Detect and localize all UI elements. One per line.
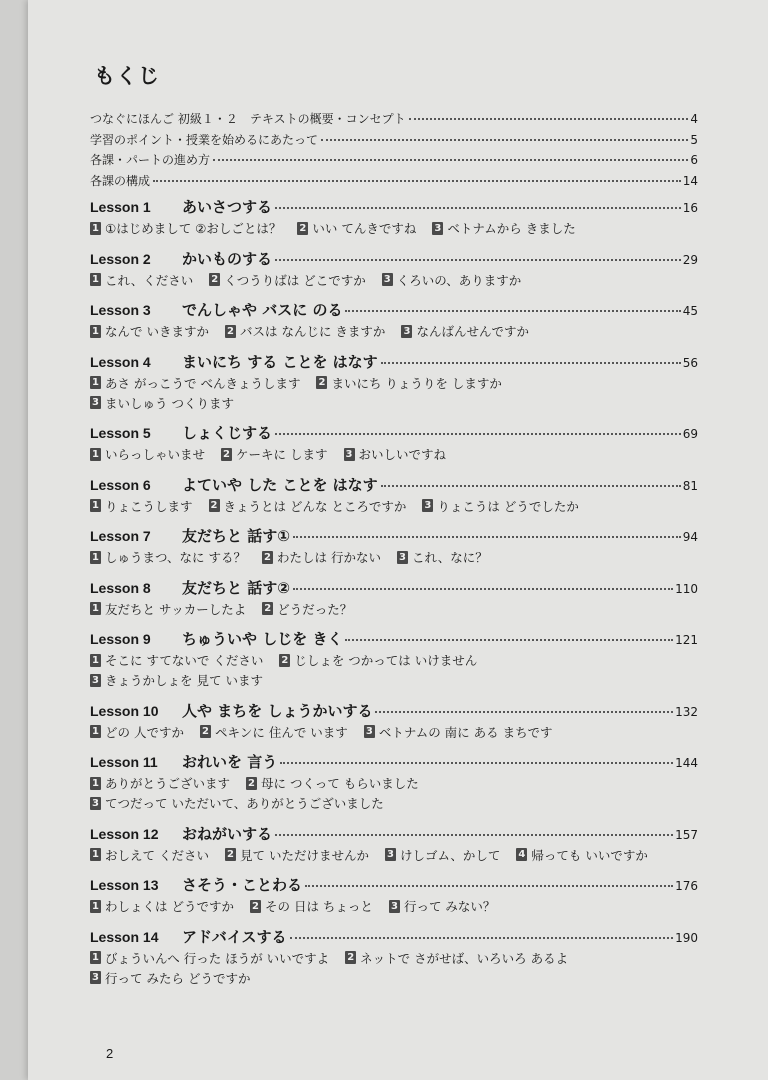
lesson-parts <box>90 547 698 567</box>
lesson-part <box>389 897 495 915</box>
part-number-badge: 2 <box>345 951 356 964</box>
lesson-entry <box>90 474 698 516</box>
lesson-part <box>209 497 407 515</box>
leader-dots <box>275 207 681 209</box>
part-number-badge: 2 <box>225 325 236 338</box>
lesson-part <box>90 394 234 412</box>
part-number-badge: 1 <box>90 725 101 738</box>
part-number-badge: 2 <box>250 900 261 913</box>
part-title: くつうりばは どこですか <box>224 272 366 288</box>
part-number-badge: 1 <box>90 848 101 861</box>
lesson-entry <box>90 874 698 916</box>
part-number-badge: 1 <box>90 777 101 790</box>
part-title: ネットで さがせば、いろいろ あるよ <box>360 950 569 966</box>
part-number-badge: 1 <box>90 654 101 667</box>
part-title: くろいの、ありますか <box>396 272 522 288</box>
leader-dots <box>213 159 688 161</box>
lesson-part <box>364 723 553 741</box>
lesson-heading <box>90 823 698 845</box>
lesson-parts-line <box>90 773 698 793</box>
leader-dots <box>409 118 689 120</box>
lesson-page: 94 <box>682 530 698 544</box>
lesson-number: Lesson 14 <box>90 928 159 945</box>
lesson-heading <box>90 351 698 373</box>
part-title: けしゴム、かして <box>399 847 501 863</box>
part-title: ベトナムの 南に ある まちです <box>378 724 553 740</box>
lesson-part <box>262 600 352 618</box>
lesson-heading <box>90 628 698 650</box>
lesson-part <box>90 374 300 392</box>
toc-entry <box>90 131 698 152</box>
lesson-number: Lesson 13 <box>90 877 159 893</box>
lesson-part <box>90 949 329 967</box>
lesson-part <box>90 671 263 689</box>
lesson-parts <box>90 650 698 690</box>
toc-entry-page: 5 <box>690 132 698 147</box>
part-title: そこに すてないで ください <box>105 653 264 668</box>
lesson-number: Lesson 7 <box>90 528 151 544</box>
lesson-parts <box>90 321 698 341</box>
lesson-heading <box>90 248 698 270</box>
lesson-part <box>345 949 568 967</box>
part-number-badge: 3 <box>382 273 393 286</box>
part-number-badge: 1 <box>90 448 101 461</box>
lesson-part <box>90 445 205 463</box>
lesson-title: よていや した ことを はなす <box>182 475 378 494</box>
part-number-badge: 3 <box>90 971 101 984</box>
part-number-badge: 1 <box>90 376 101 389</box>
lesson-title: まいにち する ことを はなす <box>182 352 378 371</box>
leader-dots <box>275 834 673 836</box>
lesson-page: 16 <box>682 201 698 215</box>
part-title: ①はじめまして ②おしごとは？ <box>105 221 282 236</box>
leader-dots <box>375 711 673 713</box>
leader-dots <box>381 485 681 487</box>
lesson-page: 190 <box>675 930 698 945</box>
lesson-title: 友だちと 話す① <box>182 527 290 545</box>
part-number-badge: 4 <box>516 848 527 861</box>
lesson-part <box>401 322 529 340</box>
lesson-page: 69 <box>682 427 698 441</box>
lesson-part <box>516 846 647 864</box>
lesson-heading <box>90 525 698 547</box>
lesson-parts-line <box>90 393 698 413</box>
lesson-number: Lesson 11 <box>90 754 158 770</box>
lesson-part <box>422 497 578 515</box>
part-title: どの 人ですか <box>105 724 184 740</box>
lesson-parts <box>90 722 698 742</box>
lesson-heading <box>90 926 698 948</box>
part-title: わしょくは どうですか <box>105 899 234 914</box>
part-title: これ、ください <box>105 272 194 288</box>
part-number-badge: 3 <box>389 900 400 913</box>
lesson-parts-line <box>90 948 698 968</box>
lesson-part <box>344 445 447 463</box>
part-title: ケーキに します <box>236 447 328 462</box>
lesson-entry <box>90 926 698 988</box>
toc-entry-label: 学習のポイント・授業を始めるにあたって <box>90 132 319 147</box>
lesson-entry <box>90 700 698 742</box>
lesson-heading <box>90 299 698 321</box>
lesson-parts <box>90 773 698 813</box>
lesson-part <box>397 548 488 566</box>
part-title: 母に つくって もらいました <box>261 776 419 791</box>
lesson-title: おねがいする <box>182 824 273 843</box>
lesson-entry <box>90 351 698 413</box>
part-title: どうだった？ <box>277 601 353 617</box>
part-number-badge: 1 <box>90 900 101 913</box>
part-title: きょうとは どんな ところですか <box>223 498 407 514</box>
lesson-heading <box>90 422 698 444</box>
part-title: おしえて ください <box>105 847 209 863</box>
lesson-number: Lesson 10 <box>90 702 159 719</box>
part-number-badge: 2 <box>225 848 236 861</box>
toc-entry-page: 4 <box>690 112 698 126</box>
part-title: おいしいですね <box>358 447 447 462</box>
part-number-badge: 3 <box>364 725 375 738</box>
part-title: りょこうは どうでしたか <box>437 498 579 514</box>
lesson-parts-line <box>90 270 698 290</box>
leader-dots <box>345 639 673 641</box>
lesson-title: あいさつする <box>182 198 273 216</box>
lesson-title: アドバイスする <box>182 927 287 946</box>
lesson-entry <box>90 196 698 238</box>
leader-dots <box>290 937 674 939</box>
lesson-part <box>262 548 381 566</box>
lesson-part <box>90 600 246 618</box>
lesson-heading <box>90 874 698 896</box>
lesson-part <box>90 794 384 812</box>
lesson-part <box>90 548 246 566</box>
page-number: 2 <box>106 1046 114 1061</box>
lesson-parts-line <box>90 218 698 238</box>
lesson-number: Lesson 5 <box>90 425 151 441</box>
part-title: ベトナムから きました <box>447 221 576 236</box>
part-number-badge: 1 <box>90 273 101 286</box>
lesson-parts-line <box>90 496 698 516</box>
lesson-part <box>225 846 369 864</box>
part-number-badge: 2 <box>246 777 257 790</box>
lesson-title: しょくじする <box>182 424 273 442</box>
part-number-badge: 1 <box>90 951 101 964</box>
lesson-part <box>316 374 501 392</box>
lesson-parts-line <box>90 845 698 865</box>
lesson-part <box>90 271 193 289</box>
lesson-page: 110 <box>675 581 698 596</box>
lesson-part <box>90 497 193 515</box>
lesson-part <box>246 774 419 792</box>
part-number-badge: 2 <box>262 551 273 564</box>
part-number-badge: 2 <box>200 725 211 738</box>
lesson-parts-line <box>90 599 698 619</box>
leader-dots <box>345 310 680 312</box>
lesson-page: 121 <box>675 633 698 647</box>
part-title: あさ がっこうで べんきょうします <box>105 375 301 391</box>
part-title: まいしゅう つくります <box>105 395 234 411</box>
lesson-part <box>297 219 416 237</box>
lesson-entry <box>90 823 698 865</box>
intro-list <box>90 110 698 192</box>
leader-dots <box>275 259 681 261</box>
lesson-part <box>250 897 373 915</box>
toc-entry <box>90 172 698 193</box>
part-number-badge: 2 <box>209 273 220 286</box>
lesson-part <box>385 846 500 864</box>
lesson-part <box>382 271 522 289</box>
lesson-part <box>209 271 365 289</box>
lesson-parts-line <box>90 444 698 464</box>
part-number-badge: 3 <box>90 396 101 409</box>
lesson-number: Lesson 6 <box>90 476 151 493</box>
lesson-parts <box>90 270 698 290</box>
part-number-badge: 3 <box>344 448 355 461</box>
part-number-badge: 1 <box>90 602 101 615</box>
part-title: バスは なんじに きますか <box>239 324 386 339</box>
lesson-heading <box>90 751 698 773</box>
part-number-badge: 2 <box>209 499 220 512</box>
part-number-badge: 1 <box>90 551 101 564</box>
lesson-part <box>90 969 250 987</box>
toc-entry-page: 14 <box>682 173 698 188</box>
lesson-part <box>279 651 477 669</box>
leader-dots <box>275 433 681 435</box>
lesson-page: 81 <box>682 478 698 493</box>
part-title: 行って みたら どうですか <box>105 970 251 986</box>
lesson-title: さそう・ことわる <box>182 876 303 894</box>
part-title: これ、なに？ <box>411 550 488 565</box>
part-number-badge: 2 <box>279 654 290 667</box>
lesson-heading <box>90 700 698 722</box>
lesson-entry <box>90 299 698 341</box>
lesson-parts-line <box>90 650 698 670</box>
part-title: きょうかしょを 見て います <box>105 673 263 688</box>
part-number-badge: 1 <box>90 222 101 235</box>
lesson-page: 56 <box>682 355 698 370</box>
lesson-part <box>90 774 230 792</box>
part-title: ペキンに 住んで います <box>214 724 348 740</box>
lesson-page: 157 <box>675 827 698 842</box>
lesson-parts <box>90 599 698 619</box>
part-number-badge: 3 <box>90 797 101 810</box>
lesson-parts <box>90 496 698 516</box>
lesson-entry <box>90 577 698 619</box>
part-title: なんで いきますか <box>105 324 209 339</box>
part-number-badge: 3 <box>397 551 408 564</box>
leader-dots <box>321 139 688 141</box>
toc-entry-label: 各課・パートの進め方 <box>90 153 211 167</box>
lesson-entry <box>90 422 698 464</box>
lesson-title: ちゅういや しじを きく <box>182 630 343 648</box>
lesson-parts <box>90 845 698 865</box>
lesson-parts <box>90 948 698 988</box>
lesson-page: 176 <box>675 879 698 893</box>
lesson-title: かいものする <box>182 249 273 268</box>
lesson-parts <box>90 218 698 238</box>
part-number-badge: 2 <box>316 376 327 389</box>
lesson-parts-line <box>90 968 698 988</box>
lesson-heading <box>90 474 698 496</box>
lesson-part <box>221 445 327 463</box>
part-title: わたしは 行かない <box>276 550 381 565</box>
part-title: しゅうまつ、なに する？ <box>105 550 246 565</box>
part-number-badge: 2 <box>262 602 273 615</box>
lesson-part <box>200 723 348 741</box>
part-title: てつだって いただいて、ありがとうございました <box>105 796 384 811</box>
lesson-number: Lesson 8 <box>90 579 151 596</box>
lesson-parts-line <box>90 896 698 916</box>
lesson-part <box>90 846 209 864</box>
part-title: 友だちと サッカーしたよ <box>105 601 247 617</box>
lesson-number: Lesson 3 <box>90 302 151 318</box>
toc-entry-label: つなぐにほんご 初級１・２ テキストの概要・コンセプト <box>90 112 406 126</box>
lesson-number: Lesson 9 <box>90 631 151 647</box>
lesson-parts <box>90 896 698 916</box>
lesson-entry <box>90 525 698 567</box>
part-number-badge: 3 <box>401 325 412 338</box>
lesson-parts-line <box>90 722 698 742</box>
lesson-page: 132 <box>675 704 698 719</box>
part-title: 帰っても いいですか <box>531 847 648 863</box>
lesson-number: Lesson 1 <box>90 199 151 215</box>
lesson-part <box>90 897 234 915</box>
part-title: 行って みない？ <box>403 899 496 914</box>
part-title: まいにち りょうりを しますか <box>331 375 502 391</box>
part-number-badge: 2 <box>297 222 308 235</box>
lesson-entry <box>90 751 698 813</box>
lesson-page: 144 <box>675 756 698 770</box>
part-title: その 日は ちょっと <box>264 899 373 914</box>
leader-dots <box>381 362 681 364</box>
lesson-parts-line <box>90 793 698 813</box>
lesson-parts-line <box>90 373 698 393</box>
lesson-part <box>225 322 385 340</box>
page-title: もくじ <box>94 64 160 88</box>
lesson-part <box>90 219 281 237</box>
part-title: ありがとうございます <box>105 776 231 791</box>
lesson-number: Lesson 2 <box>90 250 151 267</box>
lesson-parts <box>90 373 698 413</box>
lesson-parts-line <box>90 547 698 567</box>
lesson-parts-line <box>90 670 698 690</box>
part-number-badge: 2 <box>221 448 232 461</box>
part-number-badge: 1 <box>90 499 101 512</box>
part-title: 見て いただけませんか <box>239 847 369 863</box>
lesson-parts <box>90 444 698 464</box>
leader-dots <box>293 536 681 538</box>
lesson-title: おれいを 言う <box>182 753 278 771</box>
leader-dots <box>153 180 681 182</box>
toc-entry-label: 各課の構成 <box>90 173 151 188</box>
lesson-entry <box>90 628 698 690</box>
lesson-page: 45 <box>682 304 698 318</box>
part-title: なんばんせんですか <box>416 324 529 339</box>
leader-dots <box>280 762 673 764</box>
part-number-badge: 3 <box>90 674 101 687</box>
lesson-parts-line <box>90 321 698 341</box>
lesson-number: Lesson 4 <box>90 353 151 370</box>
lesson-part <box>90 651 263 669</box>
part-title: りょこうします <box>105 498 193 514</box>
part-number-badge: 3 <box>432 222 443 235</box>
lesson-part <box>90 322 209 340</box>
part-title: じしょを つかっては いけません <box>294 653 478 668</box>
toc-entry-page: 6 <box>690 153 698 167</box>
part-title: いらっしゃいませ <box>105 447 206 462</box>
lesson-number: Lesson 12 <box>90 825 159 842</box>
lesson-entry <box>90 248 698 290</box>
lesson-part <box>90 723 184 741</box>
part-number-badge: 1 <box>90 325 101 338</box>
lesson-page: 29 <box>682 252 698 267</box>
lesson-title: でんしゃや バスに のる <box>182 301 343 319</box>
lesson-title: 人や まちを しょうかいする <box>182 701 373 720</box>
lesson-heading <box>90 196 698 218</box>
toc-entry <box>90 110 698 131</box>
toc-entry <box>90 151 698 172</box>
part-number-badge: 3 <box>422 499 433 512</box>
leader-dots <box>293 588 673 590</box>
part-number-badge: 3 <box>385 848 396 861</box>
lesson-list <box>90 196 698 997</box>
part-title: びょういんへ 行った ほうが いいですよ <box>105 950 330 966</box>
lesson-title: 友だちと 話す② <box>182 578 290 597</box>
lesson-heading <box>90 577 698 599</box>
leader-dots <box>305 885 673 887</box>
part-title: いい てんきですね <box>312 221 417 236</box>
lesson-part <box>432 219 575 237</box>
